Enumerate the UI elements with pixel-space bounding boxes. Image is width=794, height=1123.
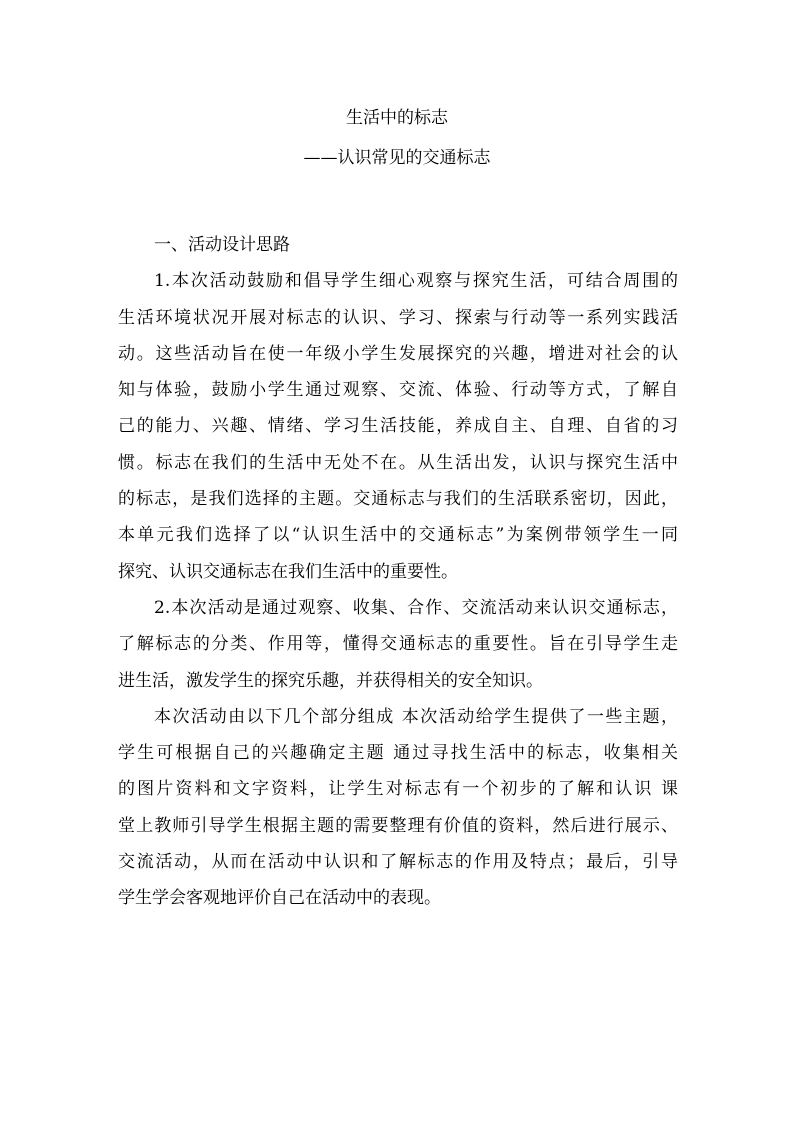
paragraph-line: 1.本次活动鼓励和倡导学生细心观察与探究生活，可结合周围的 <box>154 271 678 292</box>
paragraph-line: 己的能力、兴趣、情绪、学习生活技能，养成自主、自理、自省的习 <box>118 416 678 437</box>
document-title: 生活中的标志 <box>346 108 448 128</box>
paragraph-line: 探究、认识交通标志在我们生活中的重要性。 <box>118 561 458 582</box>
document-subtitle: ——认识常见的交通标志 <box>303 148 491 168</box>
paragraph-line: 的图片资料和文字资料，让学生对标志有一个初步的了解和认识 课 <box>118 779 678 800</box>
paragraph-line: 本次活动由以下几个部分组成 本次活动给学生提供了一些主题， <box>154 706 678 727</box>
paragraph-line: 本单元我们选择了以“认识生活中的交通标志”为案例带领学生一同 <box>118 525 678 546</box>
paragraph-line: 生活环境状况开展对标志的认识、学习、探索与行动等一系列实践活 <box>118 307 678 328</box>
paragraph-line: 2.本次活动是通过观察、收集、合作、交流活动来认识交通标志， <box>154 597 678 618</box>
section-heading: 一、活动设计思路 <box>154 235 290 255</box>
paragraph-line: 了解标志的分类、作用等，懂得交通标志的重要性。旨在引导学生走 <box>118 634 678 655</box>
paragraph-line: 进生活，激发学生的探究乐趣，并获得相关的安全知识。 <box>118 670 543 691</box>
paragraph-line: 堂上教师引导学生根据主题的需要整理有价值的资料，然后进行展示、 <box>118 815 678 836</box>
paragraph-line: 的标志，是我们选择的主题。交通标志与我们的生活联系密切，因此， <box>118 489 678 510</box>
paragraph-line: 知与体验，鼓励小学生通过观察、交流、体验、行动等方式，了解自 <box>118 380 678 401</box>
paragraph-line: 动。这些活动旨在使一年级小学生发展探究的兴趣，增进对社会的认 <box>118 343 678 364</box>
document-body <box>118 227 678 917</box>
paragraph-line: 惯。标志在我们的生活中无处不在。从生活出发，认识与探究生活中 <box>118 452 678 473</box>
paragraph-line: 学生学会客观地评价自己在活动中的表现。 <box>118 888 441 909</box>
paragraph-line: 交流活动，从而在活动中认识和了解标志的作用及特点；最后，引导 <box>118 852 678 873</box>
paragraph-line: 学生可根据自己的兴趣确定主题 通过寻找生活中的标志，收集相关 <box>118 743 678 764</box>
